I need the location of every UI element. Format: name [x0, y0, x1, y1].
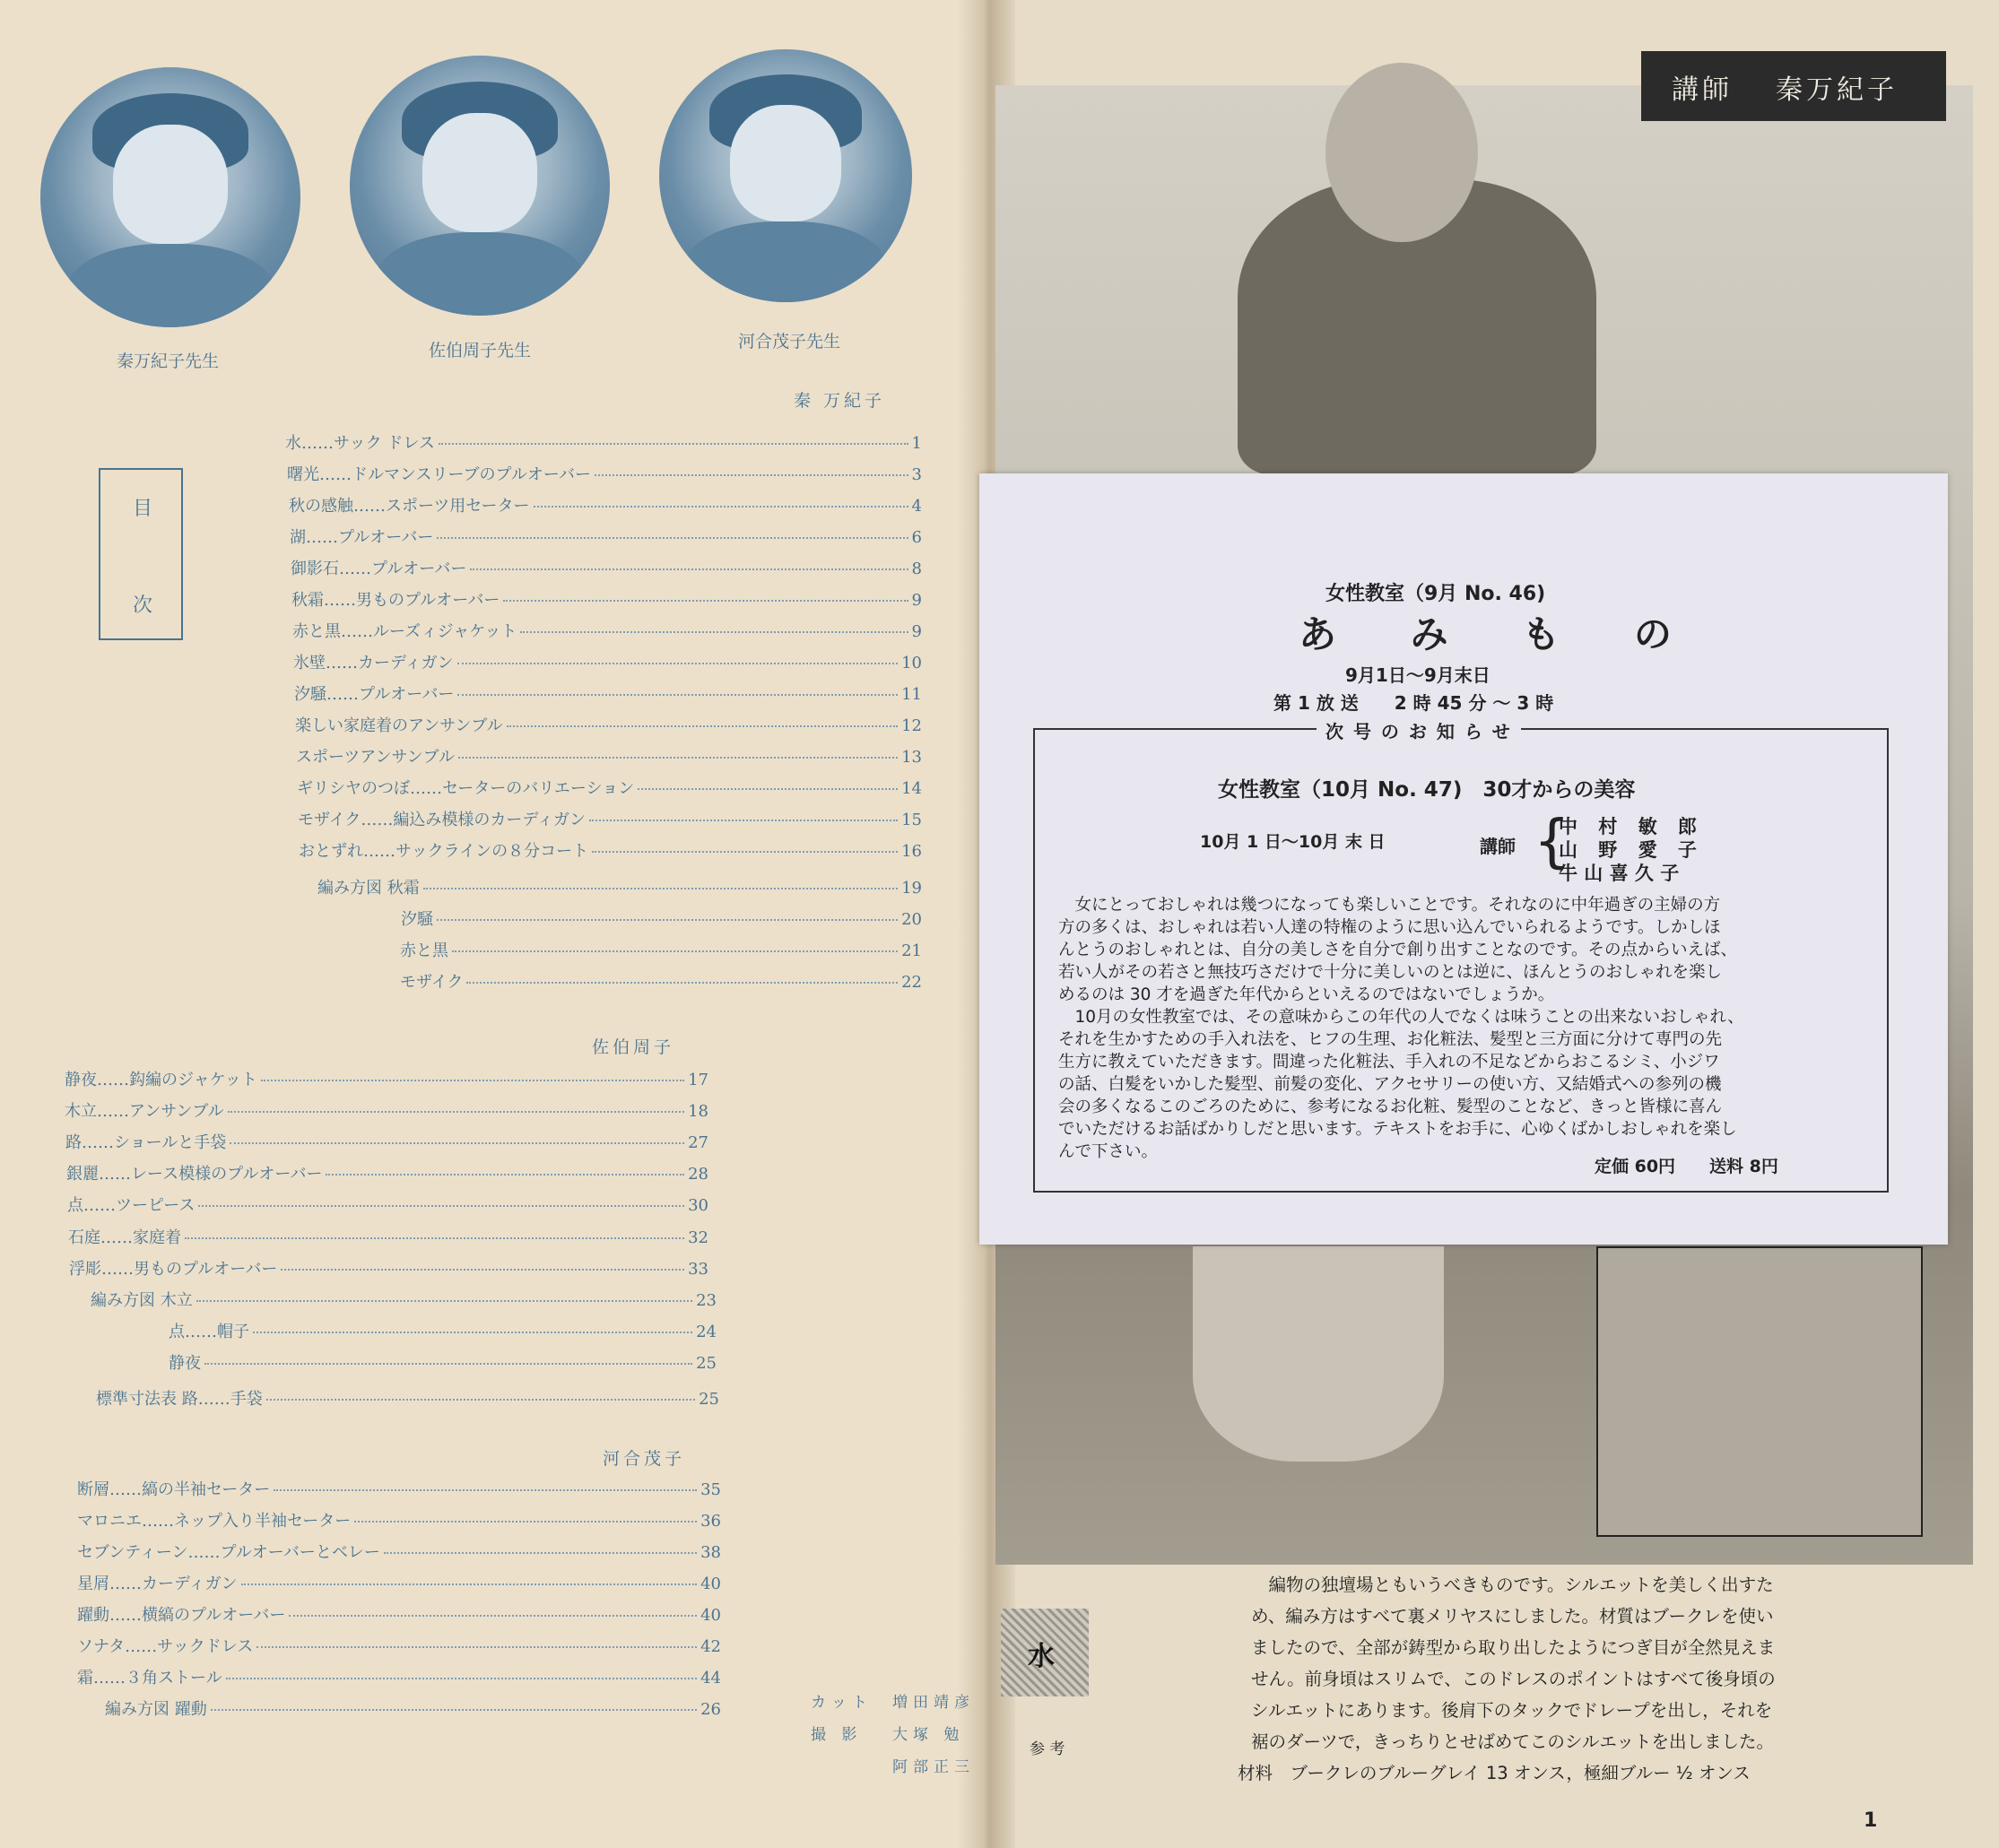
toc-entry[interactable]: 星屑……カーディガン 40 [77, 1575, 721, 1593]
table-of-contents-label: 目 次 [99, 468, 183, 640]
caption-line: ましたので、全部が鋳型から取り出したようにつぎ目が全然見えま [1251, 1637, 1776, 1658]
caption-line: 裾のダーツで，きっちりとせばめてこのシルエットを出しました。 [1251, 1731, 1774, 1752]
toc-entry[interactable]: スポーツアンサンブル 13 [296, 748, 922, 767]
next-lecturer-brace: { [1534, 809, 1570, 875]
insert-dates: 9月1日～9月末日 [1345, 664, 1491, 686]
toc-entry[interactable]: おとずれ……サックラインの８分コート 16 [299, 842, 922, 861]
portrait-name: 河合茂子先生 [738, 332, 841, 351]
toc-entry[interactable]: 点……ツーピース 30 [67, 1196, 708, 1215]
credit-name: 阿部正三 [892, 1758, 975, 1776]
insert-broadcast-time: 第 1 放 送 2 時 45 分 ～ 3 時 [1273, 692, 1554, 714]
toc-entry[interactable]: 編み方図 秋霜 19 [317, 879, 922, 898]
toc-entry[interactable]: 秋霜……男ものプルオーバー 9 [291, 591, 922, 610]
toc-entry[interactable]: 編み方図 躍動 26 [105, 1700, 721, 1719]
caption-line: 材料 ブークレのブルーグレイ 13 オンス，極細ブルー ½ オンス [1238, 1763, 1751, 1783]
next-issue-label: 次 号 の お 知 ら せ [1317, 717, 1521, 743]
toc-entry[interactable]: モザイク……編込み模様のカーディガン 15 [298, 811, 922, 829]
notice-body-line: でいただけるお話ばかりしだと思います。テキストをお手に、心ゆくばかしおしゃれを楽し [1058, 1120, 1737, 1139]
toc-entry[interactable]: 静夜……鈎編のジャケット 17 [65, 1071, 708, 1089]
toc-entry[interactable]: 赤と黒……ルーズィジャケット 9 [292, 622, 922, 641]
next-issue-dates: 10月 1 日～10月 末 日 [1200, 832, 1386, 852]
portrait-name: 秦万紀子先生 [117, 351, 220, 371]
notice-body-line: 若い人がその若さと無技巧さだけで十分に美しいのとは逆に、ほんとうのおしゃれを楽し [1058, 963, 1723, 982]
toc-entry[interactable]: 秋の感触……スポーツ用セーター 4 [289, 497, 922, 516]
caption-line: せん。前身頃はスリムで、このドレスのポイントはすべて後身頃の [1251, 1669, 1776, 1689]
credit-role: 撮 影 [811, 1726, 863, 1744]
notice-body-line: んとうのおしゃれとは、自分の美しさを自分で創り出すことなのです。その点からいえば、 [1058, 941, 1738, 959]
toc-entry[interactable]: 霜……３角ストール 44 [77, 1669, 721, 1687]
toc-entry[interactable]: 標準寸法表 路……手袋 25 [96, 1390, 719, 1409]
notice-body-line: 会の多くなるこのごろのために、参考になるお化粧、髪型のことなど、きっと皆様に喜ん [1058, 1098, 1723, 1116]
toc-entry[interactable]: 石庭……家庭着 32 [68, 1228, 708, 1247]
credit-name: 大塚 勉 [892, 1726, 965, 1744]
toc-entry[interactable]: 氷壁……カーディガン 10 [293, 654, 922, 672]
notice-body-line: 方の多くは、おしゃれは若い人達の特権のように思い込んでいられるようです。しかしほ [1058, 918, 1721, 937]
toc-entry[interactable]: 曙光……ドルマンスリーブのプルオーバー 3 [287, 465, 922, 484]
inset-photo [1596, 1246, 1923, 1537]
notice-body-line: 女にとっておしゃれは幾つになっても楽しいことです。それなのに中年過ぎの主婦の方 [1058, 896, 1721, 915]
section-head-hata: 秦 万紀子 [794, 391, 886, 411]
model-head [1325, 63, 1478, 242]
model-legs [1193, 1246, 1444, 1462]
toc-entry[interactable]: 銀麗……レース模様のプルオーバー 28 [66, 1165, 708, 1184]
toc-entry[interactable]: マロニエ……ネップ入り半袖セーター 36 [77, 1512, 721, 1531]
next-lecturer-label: 講師 [1480, 836, 1516, 857]
page-number: 1 [1864, 1809, 1878, 1832]
portrait-name: 佐伯周子先生 [429, 341, 532, 360]
section-head-saeki: 佐伯周子 [592, 1037, 675, 1057]
toc-entry[interactable]: 汐騒 20 [401, 910, 922, 929]
toc-entry[interactable]: ソナタ……サックドレス 42 [77, 1637, 721, 1656]
toc-entry[interactable]: モザイク 22 [400, 973, 922, 992]
lecturer-banner: 講師 秦万紀子 [1641, 51, 1946, 121]
insert-title: あ み も の [1299, 612, 1702, 656]
section-head-kawai: 河合茂子 [603, 1449, 686, 1469]
toc-entry[interactable]: 御影石……プルオーバー 8 [291, 560, 922, 578]
notice-body-line: 生方に教えていただきます。間違った化粧法、手入れの不足などからおこるシミ、小ジワ [1058, 1053, 1720, 1071]
credit-name: 増田靖彦 [892, 1694, 975, 1712]
price-info: 定価 60円 送料 8円 [1595, 1157, 1778, 1176]
caption-line: シルエットにあります。後肩下のタックでドレープを出し，それを [1251, 1700, 1773, 1721]
toc-entry[interactable]: ギリシヤのつぼ……セーターのバリエーション 14 [297, 779, 922, 798]
toc-entry[interactable]: 点……帽子 24 [169, 1323, 717, 1341]
toc-entry[interactable]: 編み方図 木立 23 [91, 1291, 717, 1310]
credit-role: カット [811, 1694, 873, 1712]
toc-entry[interactable]: 静夜 25 [169, 1354, 717, 1373]
caption-line: め、編み方はすべて裏メリヤスにしました。材質はブークレを使い [1251, 1606, 1774, 1627]
next-issue-series: 女性教室（10月 No. 47) 30才からの美容 [1218, 778, 1636, 802]
notice-body-line: 10月の女性教室では、その意味からこの年代の人でなくは味うことの出来ないおしゃれ、 [1058, 1008, 1744, 1027]
portrait-hata [40, 67, 300, 327]
next-lecturer-name: 山 野 愛 子 [1559, 839, 1704, 861]
design-tag-water: 水 [1001, 1609, 1089, 1696]
notice-body-line: それを生かすための手入れ法を、ヒフの生理、お化粧法、髪型と三方面に分けて専門の先 [1058, 1030, 1723, 1049]
next-lecturer-name: 牛 山 喜 久 子 [1559, 863, 1680, 884]
toc-entry[interactable]: 木立……アンサンブル 18 [65, 1102, 708, 1121]
tag-subtitle: 参 考 [1030, 1740, 1065, 1758]
notice-body-line: めるのは 30 才を過ぎた年代からといえるのではないでしょうか。 [1058, 985, 1555, 1004]
insert-series: 女性教室（9月 No. 46) [1325, 583, 1546, 605]
toc-entry[interactable]: 楽しい家庭着のアンサンブル 12 [295, 716, 922, 735]
toc-entry[interactable]: 赤と黒 21 [400, 941, 922, 960]
notice-body-line: の話、白髪をいかした髪型、前髪の変化、アクセサリーの使い方、又結婚式への参列の機 [1058, 1075, 1722, 1094]
portrait-kawai [659, 49, 912, 302]
toc-entry[interactable]: 浮彫……男ものプルオーバー 33 [69, 1260, 708, 1279]
toc-entry[interactable]: 湖……プルオーバー 6 [290, 528, 922, 547]
toc-entry[interactable]: 汐騒……プルオーバー 11 [294, 685, 922, 704]
toc-entry[interactable]: 躍動……横縞のプルオーバー 40 [77, 1606, 721, 1625]
portrait-saeki [350, 56, 610, 316]
toc-entry[interactable]: セブンティーン……プルオーバーとベレー 38 [77, 1543, 721, 1562]
toc-entry[interactable]: 水……サック ドレス 1 [285, 434, 922, 453]
notice-body-line: んで下さい。 [1058, 1142, 1159, 1161]
caption-line: 編物の独壇場ともいうべきものです。シルエットを美しく出すた [1251, 1575, 1774, 1595]
toc-entry[interactable]: 路……ショールと手袋 27 [65, 1133, 708, 1152]
next-lecturer-name: 中 村 敏 郎 [1559, 816, 1704, 837]
toc-entry[interactable]: 断層……縞の半袖セーター 35 [77, 1480, 721, 1499]
